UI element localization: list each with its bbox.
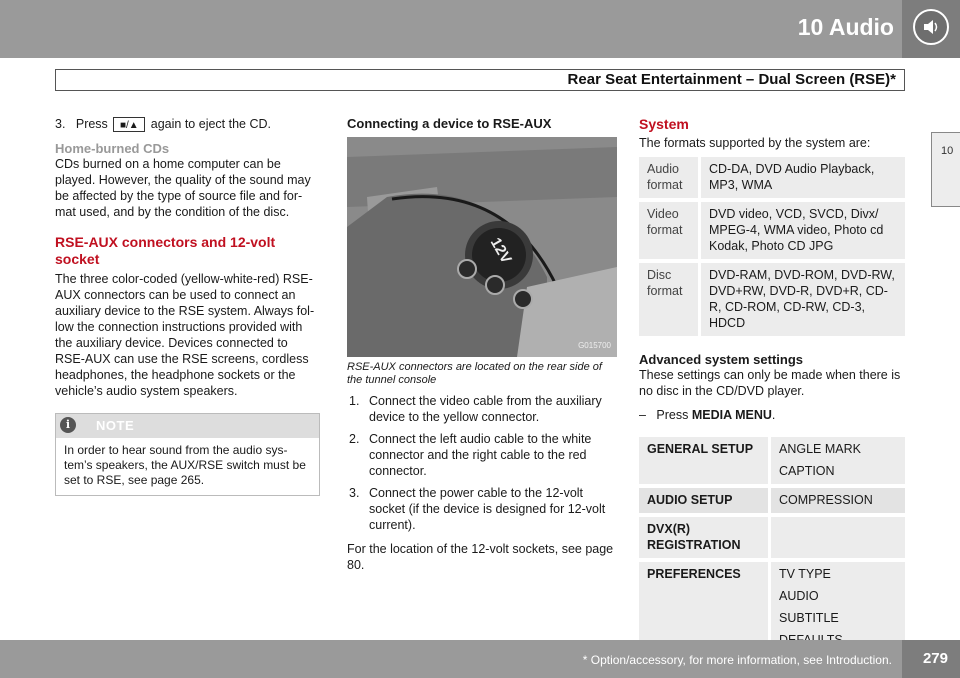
press-media-menu: – Press MEDIA MENU. bbox=[639, 408, 776, 422]
chapter-tab-label: 10 bbox=[941, 145, 954, 157]
rse-aux-text: The three color-coded (yellow-white-red) RSE-AUX connectors can be used to connect an auxiliary device to the RSE system. Always fol-low the connection instructions provided with the auxiliary device. Devices connected to RSE-AUX can use the RSE screens, cordless headphones, the headphone sockets or the vehicle’s audio system speakers. bbox=[55, 272, 315, 399]
footnote: * Option/accessory, for more information, see Introduction. bbox=[582, 653, 892, 667]
step-number: 3. bbox=[55, 117, 66, 131]
connection-steps bbox=[347, 393, 617, 533]
note-box bbox=[55, 413, 320, 496]
list-item: 2. Connect the left audio cable to the white connector and the right cable to the red connector. bbox=[349, 432, 592, 478]
step-text-pre: Press bbox=[75, 117, 108, 131]
photo-code: G015700 bbox=[578, 341, 611, 350]
note-title: NOTE bbox=[96, 418, 135, 434]
chapter-title: 10 Audio bbox=[797, 14, 894, 40]
home-burned-text: CDs burned on a home computer can be played. However, the quality of the sound may be affected by the type of source file and for-mat used, and by the condition of the disc. bbox=[55, 157, 311, 220]
header-bar bbox=[0, 0, 960, 58]
step-3 bbox=[55, 116, 320, 132]
rse-aux-photo bbox=[347, 137, 617, 357]
section-bar bbox=[55, 69, 905, 91]
speaker-icon bbox=[913, 9, 949, 45]
media-menu-key: MEDIA MENU bbox=[691, 408, 772, 422]
photo-caption: RSE-AUX connectors are located on the rear side of the tunnel console bbox=[347, 361, 602, 386]
chapter-tab[interactable] bbox=[931, 132, 960, 207]
advanced-settings-text: These settings can only be made when there is no disc in the CD/DVD player. bbox=[639, 368, 901, 398]
list-item: 3. Connect the power cable to the 12-volt socket (if the device is designed for 12-volt current). bbox=[349, 486, 606, 532]
column-3 bbox=[639, 116, 905, 653]
chapter-icon-box bbox=[902, 0, 960, 58]
socket-label: 12V bbox=[486, 234, 515, 267]
setup-menu-table bbox=[639, 437, 905, 653]
rse-aux-heading: RSE-AUX connectors and 12-volt socket bbox=[55, 234, 276, 268]
note-header bbox=[56, 414, 319, 438]
table-row: GENERAL SETUP ANGLE MARK CAPTION bbox=[639, 437, 905, 486]
formats-table bbox=[639, 157, 905, 336]
page-number-box bbox=[902, 640, 960, 678]
column-1 bbox=[55, 116, 320, 496]
table-row: AUDIO SETUP COMPRESSION bbox=[639, 486, 905, 515]
step-text-post: again to eject the CD. bbox=[150, 117, 271, 131]
table-row: DVX(R) REGISTRATION bbox=[639, 515, 905, 560]
note-text: In order to hear sound from the audio sys-tem’s speakers, the AUX/RSE switch must be set to RSE, see page 265. bbox=[64, 443, 306, 488]
table-row: PREFERENCES TV TYPE AUDIO SUBTITLE bbox=[639, 560, 905, 653]
page-number: 279 bbox=[922, 650, 948, 667]
info-icon: i bbox=[60, 417, 76, 433]
list-item: 1. Connect the video cable from the auxiliary device to the yellow connector. bbox=[349, 394, 602, 424]
system-intro: The formats supported by the system are: bbox=[639, 136, 871, 150]
advanced-settings-heading: Advanced system settings bbox=[639, 352, 804, 367]
socket-location-text: For the location of the 12-volt sockets, see page 80. bbox=[347, 542, 614, 572]
table-row: Audio format CD-DA, DVD Audio Playback, MP3, WMA bbox=[639, 157, 905, 200]
column-2 bbox=[347, 116, 617, 573]
table-row: Video format DVD video, VCD, SVCD, Divx/ MPEG-4, WMA video, Photo cd Kodak, Photo CD JPG bbox=[639, 200, 905, 261]
section-title: Rear Seat Entertainment – Dual Screen (RSE)* bbox=[567, 71, 896, 88]
home-burned-heading: Home-burned CDs bbox=[55, 141, 170, 157]
system-heading: System bbox=[639, 116, 689, 132]
stop-eject-button-icon: ■/▲ bbox=[113, 117, 145, 132]
table-row: Disc format DVD-RAM, DVD-ROM, DVD-RW, DVD+RW, DVD-R, DVD+R, CD-R, CD-ROM, CD-RW, CD-3, HDCD bbox=[639, 261, 905, 336]
connecting-heading: Connecting a device to RSE-AUX bbox=[347, 116, 552, 131]
footer-bar bbox=[0, 640, 960, 678]
